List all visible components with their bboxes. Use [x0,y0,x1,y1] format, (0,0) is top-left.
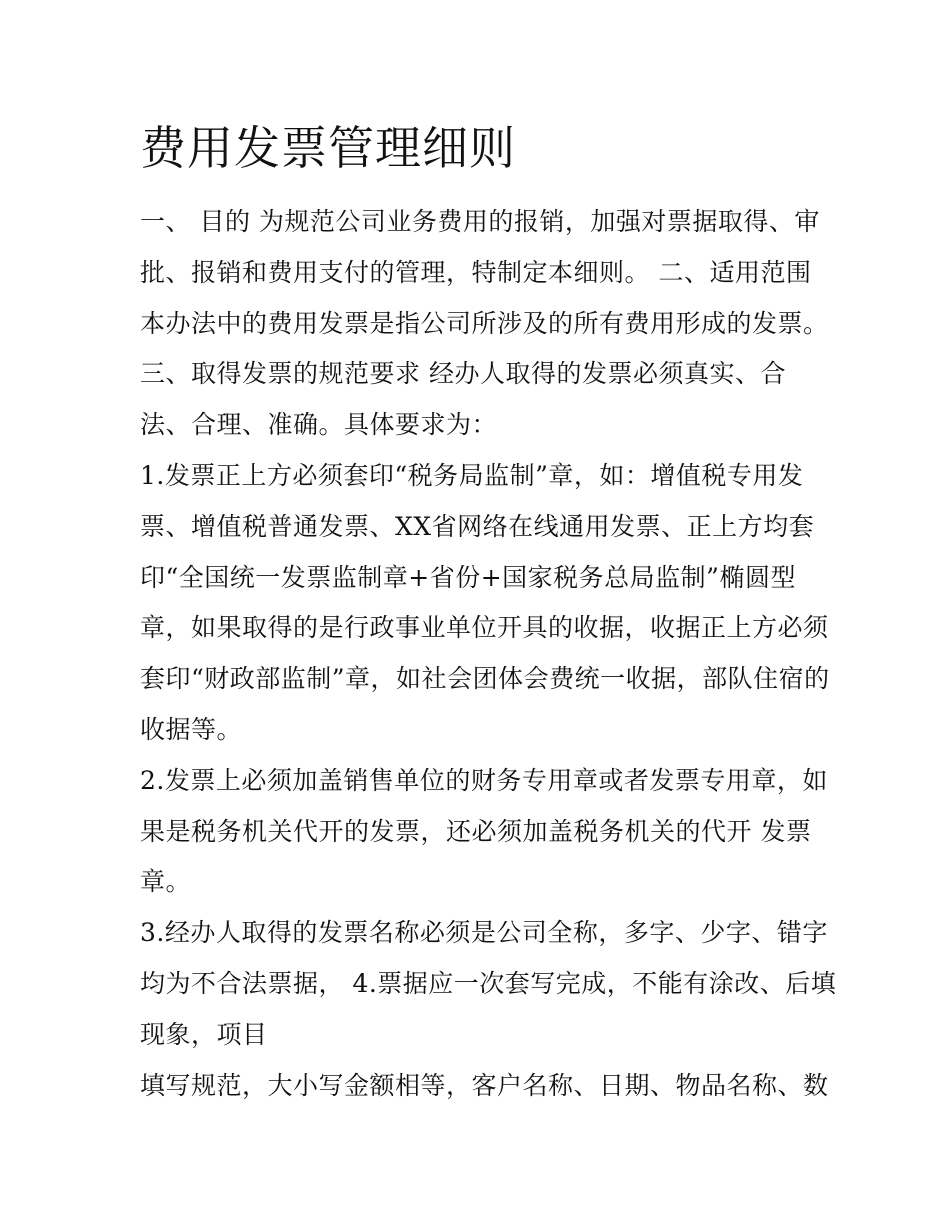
text-line: 1.发票正上方必须套印“税务局监制”章，如：增值税专用发 [140,460,804,490]
document-body [140,197,837,1111]
text-line: 均为不合法票据， 4.票据应一次套写完成，不能有涂改、后填 [140,968,837,998]
text-line: 一、 目的 为规范公司业务费用的报销，加强对票据取得、审 [140,207,820,236]
text-line: 批、报销和费用支付的管理，特制定本细则。 二、适用范围 [140,257,812,287]
document-title: 费用发票管理细则 [140,121,516,175]
text-line: 票、增值税普通发票、XX省网络在线通用发票、正上方均套 [140,511,815,541]
text-line: 3.经办人取得的发票名称必须是公司全称，多字、少字、错字 [140,918,828,948]
text-line: 章，如果取得的是行政事业单位开具的收据，收据正上方必须 [140,613,829,643]
text-line: 章。 [140,867,192,897]
text-line: 现象，项目 [140,1019,268,1049]
text-line: 填写规范，大小写金额相等，客户名称、日期、物品名称、数 [140,1070,829,1100]
text-line: 本办法中的费用发票是指公司所涉及的所有费用形成的发票。 [140,308,829,338]
text-line: 印“全国统一发票监制章+省份+国家税务总局监制”椭圆型 [140,562,796,592]
text-line: 2.发票上必须加盖销售单位的财务专用章或者发票专用章，如 [140,765,828,795]
text-line: 法、合理、准确。具体要求为： [140,410,498,440]
text-line: 套印“财政部监制”章，如社会团体会费统一收据，部队住宿的 [140,664,830,694]
text-line: 收据等。 [140,714,243,744]
text-line: 三、取得发票的规范要求 经办人取得的发票必须真实、合 [140,359,786,389]
text-line: 果是税务机关代开的发票，还必须加盖税务机关的代开 发票 [140,816,812,846]
